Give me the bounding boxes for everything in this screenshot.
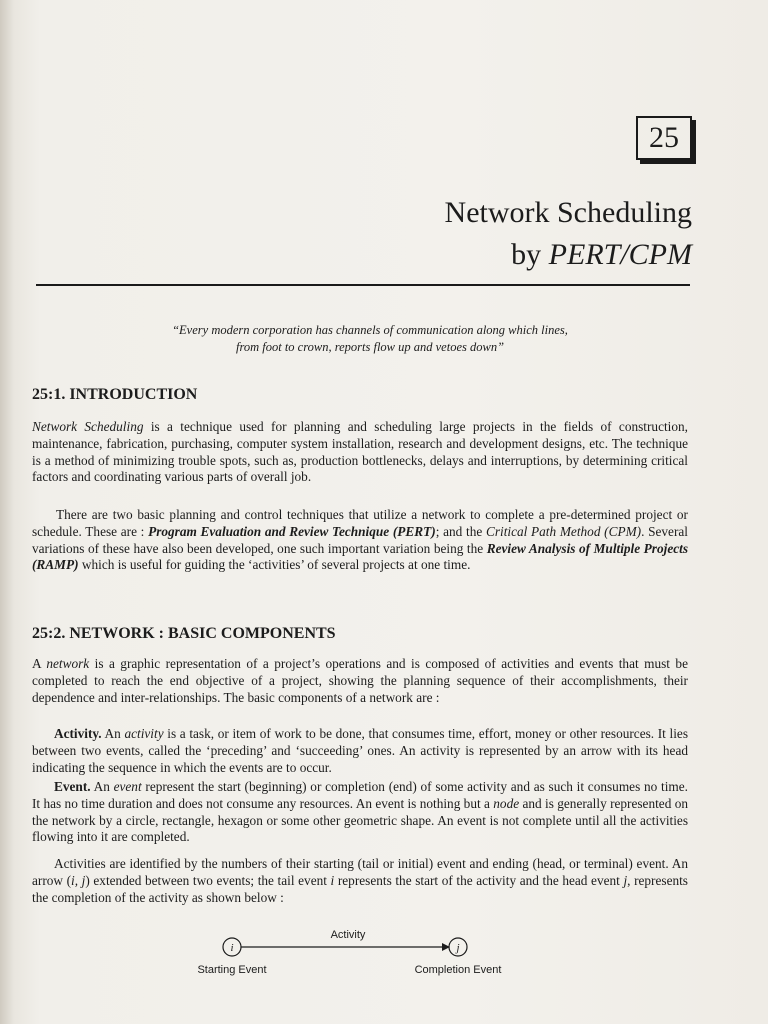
network-paragraph bbox=[32, 656, 688, 706]
event-paragraph bbox=[32, 779, 688, 846]
ident-p-d: , represents the completion of the activity as shown below : bbox=[32, 872, 688, 905]
event-p-a: An bbox=[90, 779, 114, 794]
title-rule bbox=[36, 284, 690, 286]
title-pert-cpm: PERT/CPM bbox=[548, 238, 692, 271]
term-network-scheduling: Network Scheduling bbox=[32, 419, 144, 434]
chapter-title-line2 bbox=[511, 238, 692, 272]
start-node-label: i bbox=[230, 942, 234, 954]
event-p-b: represent the start (beginning) or completion (end) of some activity and as such it consumes no time. It has no time duration and does not consume any resources. An event is nothing but a bbox=[32, 779, 688, 811]
term-pert: Program Evaluation and Review Technique (PERT) bbox=[148, 523, 436, 539]
activity-p-a: An bbox=[101, 726, 125, 741]
activity-diagram bbox=[180, 922, 540, 984]
chapter-number-box: 25 bbox=[636, 116, 692, 160]
event-p-c: and is generally represented on the network by a circle, rectangle, hexagon or some other geometric shape. An event is not complete until all the activities flowing into it are completed. bbox=[32, 795, 688, 845]
intro-p2-b: ; and the bbox=[435, 523, 486, 539]
starting-event-caption: Starting Event bbox=[197, 964, 267, 976]
term-activity: activity bbox=[124, 726, 164, 741]
activity-paragraph bbox=[32, 726, 688, 776]
activity-label: Activity bbox=[330, 929, 366, 941]
epigraph-line2: from foot to crown, reports flow up and vetoes down” bbox=[235, 340, 505, 354]
ident-p-b: ) extended between two events; the tail event bbox=[85, 872, 331, 888]
end-node-label: j bbox=[456, 942, 460, 954]
ident-p-a: Activities are identified by the numbers of their starting (tail or initial) event and ending (head, or terminal) event. An arrow ( bbox=[32, 856, 688, 888]
epigraph-line1: “Every modern corporation has channels of communication along which lines, bbox=[172, 323, 568, 337]
completion-event-caption: Completion Event bbox=[414, 964, 502, 976]
title-by: by bbox=[511, 238, 542, 271]
term-ramp: Review Analysis of Multiple Projects (RAMP) bbox=[32, 540, 688, 573]
network-p-b: is a graphic representation of a project’s operations and is composed of activities and events that must be completed to reach the end objective of a project, showing the planning sequence of their accomplishments, their dependence and inter-relationships. The basic components of a network are : bbox=[32, 656, 688, 705]
intro-p2-a: There are two basic planning and control techniques that utilize a network to complete a pre-determined project or schedule. These are : bbox=[32, 507, 688, 539]
activity-lead: Activity. bbox=[54, 726, 102, 741]
ident-p-c: represents the start of the activity and the head event bbox=[334, 872, 624, 888]
term-cpm: Critical Path Method (CPM) bbox=[485, 523, 642, 539]
intro-p2-c: . Several variations of these have also been developed, one such important variation being the bbox=[32, 523, 688, 556]
term-j: j bbox=[623, 872, 628, 888]
event-lead: Event. bbox=[54, 779, 91, 794]
term-ij: i, j bbox=[71, 872, 86, 888]
intro-p1-text: is a technique used for planning and scheduling large projects in the fields of construction, maintenance, fabrication, purchasing, computer system installation, research and development designs, etc. The technique is a method of minimizing trouble spots, such as, production bottlenecks, delays and interruptions, by determining critical factors and coordinating various parts of overall job. bbox=[32, 419, 688, 485]
chapter-title-line1: Network Scheduling bbox=[444, 196, 692, 229]
intro-paragraph-1 bbox=[32, 419, 688, 486]
intro-p2-d: which is useful for guiding the ‘activities’ of several projects at one time. bbox=[78, 557, 471, 573]
activity-p-b: is a task, or item of work to be done, that consumes time, effort, money or other resources. It lies between two events, called the ‘preceding’ and ‘succeeding’ ones. An activity is represented by an arrow with its head indicating the sequence in which the events are to occur. bbox=[32, 726, 688, 775]
term-event: event bbox=[113, 779, 142, 794]
epigraph bbox=[90, 322, 650, 356]
identification-paragraph bbox=[32, 856, 688, 906]
term-node: node bbox=[493, 795, 520, 811]
term-i: i bbox=[330, 872, 335, 888]
section-heading-introduction: 25:1. INTRODUCTION bbox=[32, 386, 198, 403]
intro-paragraph-2 bbox=[32, 507, 688, 574]
term-network: network bbox=[46, 656, 90, 671]
section-heading-network: 25:2. NETWORK : BASIC COMPONENTS bbox=[32, 625, 336, 642]
network-p-a: A bbox=[32, 656, 47, 671]
